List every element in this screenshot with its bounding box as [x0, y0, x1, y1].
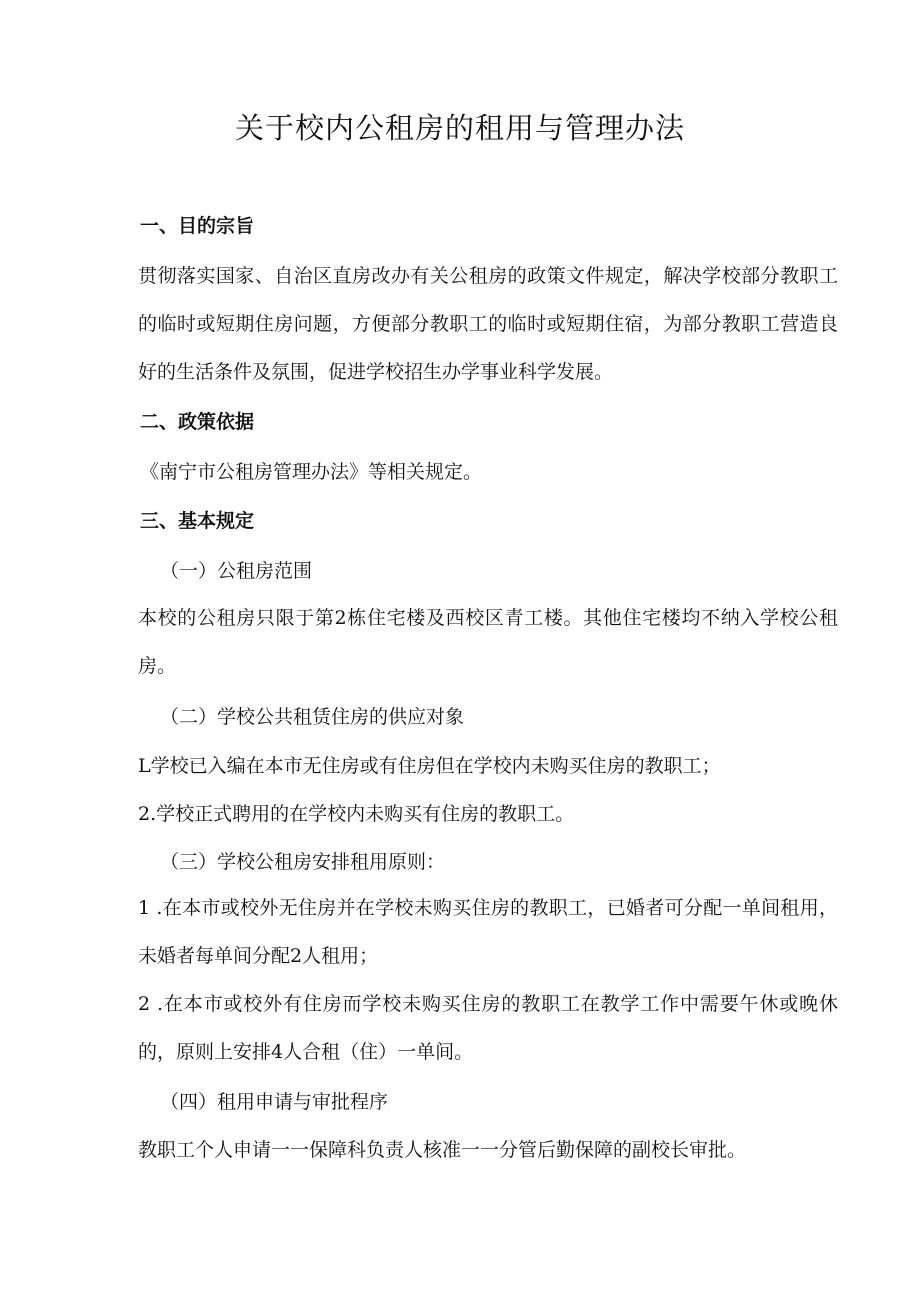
section-heading-basis: 二、政策依据 [140, 411, 255, 433]
subsection-application: （四）租用申请与审批程序 [160, 1091, 389, 1113]
section-heading-purpose: 一、目的宗旨 [140, 215, 255, 237]
basis-paragraph: 《南宁市公租房管理办法》等相关规定。 [140, 461, 483, 483]
eligibility-item-1: L学校已入编在本市无住房或有住房但在学校内未购买住房的教职工； [138, 755, 721, 777]
application-paragraph: 教职工个人申请一一保障科负责人核准一一分管后勤保障的副校长审批。 [138, 1139, 747, 1161]
document-title: 关于校内公租房的租用与管理办法 [234, 111, 685, 145]
eligibility-item-2: 2.学校正式聘用的在学校内未购买有住房的教职工。 [138, 803, 575, 825]
principle-item-1: 1 .在本市或校外无住房并在学校未购买住房的教职工，已婚者可分配一单间租用，未婚者每单间分配2人租用； [138, 897, 838, 967]
subsection-eligibility: （二）学校公共租赁住房的供应对象 [160, 706, 465, 728]
section-heading-rules: 三、基本规定 [140, 510, 255, 532]
scope-paragraph: 本校的公租房只限于第2栋住宅楼及西校区青工楼。其他住宅楼均不纳入学校公租房。 [138, 607, 838, 677]
subsection-principles: （三）学校公租房安排租用原则： [160, 851, 446, 873]
purpose-paragraph: 贯彻落实国家、自治区直房改办有关公租房的政策文件规定，解决学校部分教职工的临时或短期住房问题，方便部分教职工的临时或短期住宿，为部分教职工营造良好的生活条件及氛围，促进学校招生办学事业科学发展。 [138, 265, 838, 383]
principle-item-2: 2 .在本市或校外有住房而学校未购买住房的教职工在教学工作中需要午休或晚休的，原则上安排4人合租（住）一单间。 [138, 993, 838, 1063]
subsection-scope: （一）公租房范围 [160, 560, 313, 582]
